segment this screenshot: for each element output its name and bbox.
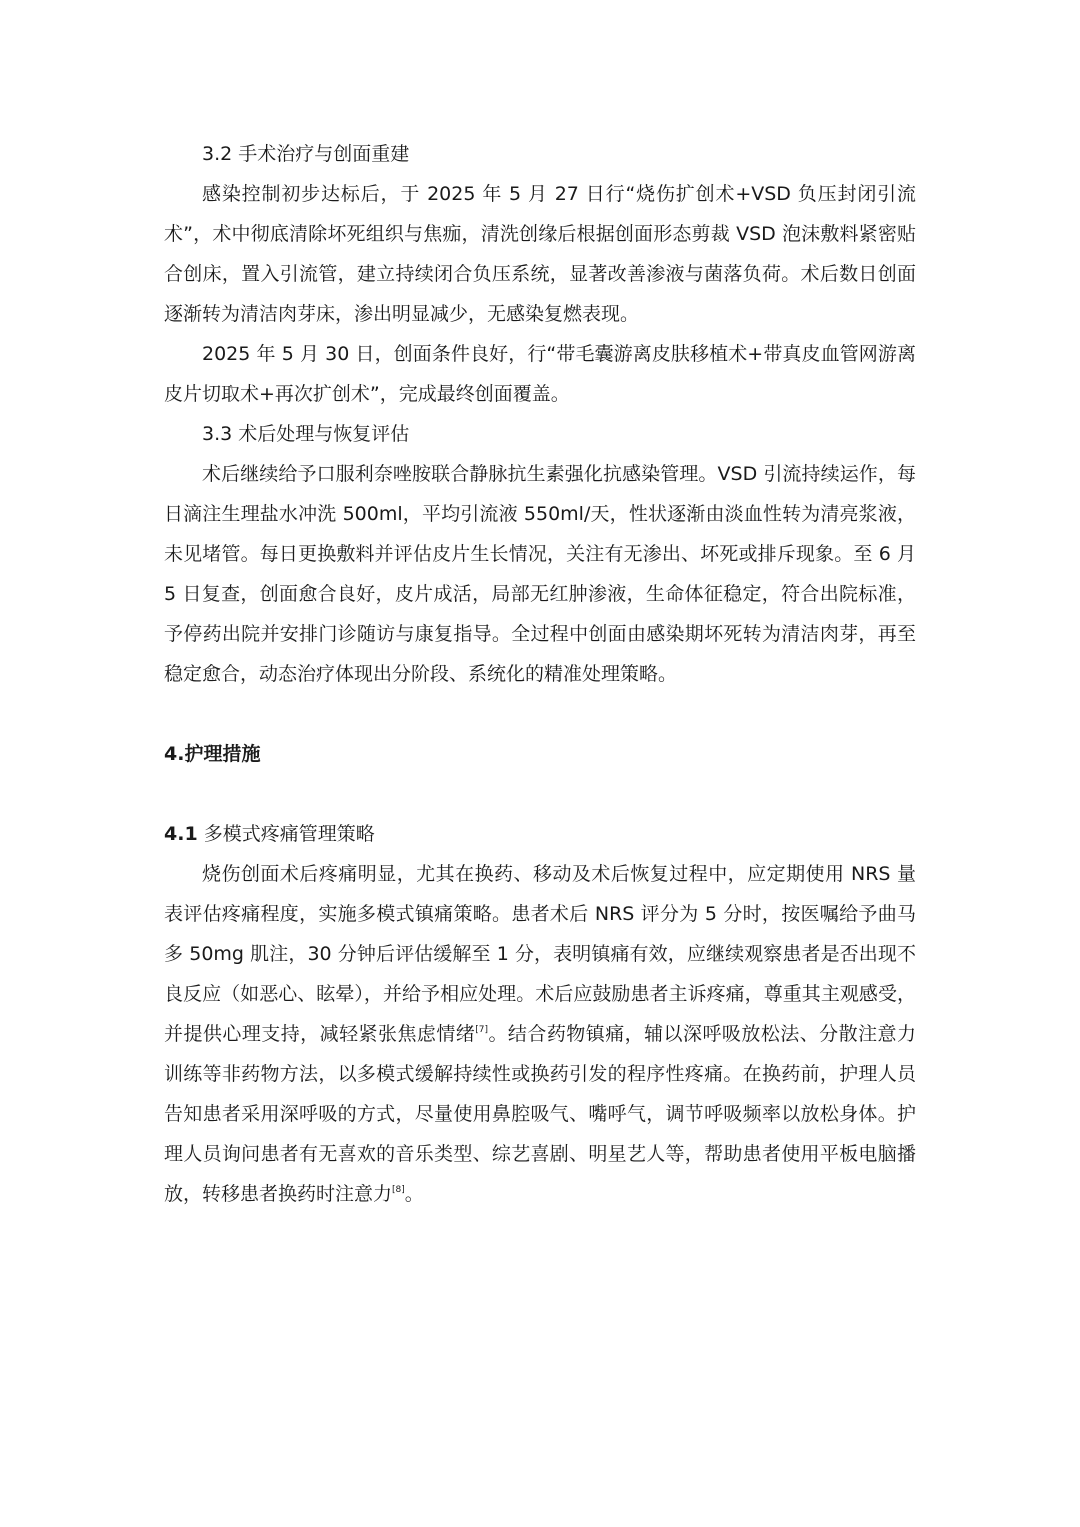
paragraph-4-1-end: 。: [404, 1183, 424, 1205]
paragraph-3-2-surgery: 感染控制初步达标后，于 2025 年 5 月 27 日行“烧伤扩创术+VSD 负压封闭引流术”，术中彻底清除坏死组织与焦痂，清洗创缘后根据创面形态剪裁 VSD 泡沫敷料紧密贴合创床，置入引流管，建立持续闭合负压系统，显著改善渗液与菌落负荷。术后数日创面逐渐转为清洁肉芽床，渗出明显减少，无感染复燃表现。: [164, 183, 916, 325]
heading-4: 4.护理措施: [164, 743, 261, 765]
spacer: [164, 694, 916, 734]
citation-7[interactable]: [7]: [475, 1025, 489, 1035]
heading-4-1-number: 4.1: [164, 823, 198, 845]
paragraph-4-1-pain: [164, 854, 916, 1214]
paragraph-3-2-graft: 2025 年 5 月 30 日，创面条件良好，行“带毛囊游离皮肤移植术+带真皮血管网游离皮片切取术+再次扩创术”，完成最终创面覆盖。: [164, 343, 916, 405]
heading-3-3: 3.3 术后处理与恢复评估: [202, 423, 410, 445]
document-page: [164, 134, 916, 1214]
heading-3-2: 3.2 手术治疗与创面重建: [202, 143, 410, 165]
heading-4-1: [164, 814, 916, 854]
paragraph-4-1-part2: 。结合药物镇痛，辅以深呼吸放松法、分散注意力训练等非药物方法，以多模式缓解持续性或换药引发的程序性疼痛。在换药前，护理人员告知患者采用深呼吸的方式，尽量使用鼻腔吸气、嘴呼气，调节呼吸频率以放松身体。护理人员询问患者有无喜欢的音乐类型、综艺喜剧、明星艺人等，帮助患者使用平板电脑播放，转移患者换药时注意力: [164, 1023, 916, 1205]
citation-8[interactable]: [8]: [392, 1185, 405, 1195]
paragraph-4-1-part1: 烧伤创面术后疼痛明显，尤其在换药、移动及术后恢复过程中，应定期使用 NRS 量表评估疼痛程度，实施多模式镇痛策略。患者术后 NRS 评分为 5 分时，按医嘱给予曲马多 50mg 肌注，30 分钟后评估缓解至 1 分，表明镇痛有效，应继续观察患者是否出现不良反应（如恶心、眩晕），并给予相应处理。术后应鼓励患者主诉疼痛，尊重其主观感受，并提供心理支持，减轻紧张焦虑情绪: [164, 863, 916, 1045]
paragraph-3-3-postop: 术后继续给予口服利奈唑胺联合静脉抗生素强化抗感染管理。VSD 引流持续运作，每日滴注生理盐水冲洗 500ml，平均引流液 550ml/天，性状逐渐由淡血性转为清亮浆液，未见堵管。每日更换敷料并评估皮片生长情况，关注有无渗出、坏死或排斥现象。至 6 月 5 日复查，创面愈合良好，皮片成活，局部无红肿渗液，生命体征稳定，符合出院标准，予停药出院并安排门诊随访与康复指导。全过程中创面由感染期坏死转为清洁肉芽，再至稳定愈合，动态治疗体现出分阶段、系统化的精准处理策略。: [164, 463, 916, 685]
heading-4-1-text: 多模式疼痛管理策略: [197, 823, 375, 845]
spacer: [164, 774, 916, 814]
